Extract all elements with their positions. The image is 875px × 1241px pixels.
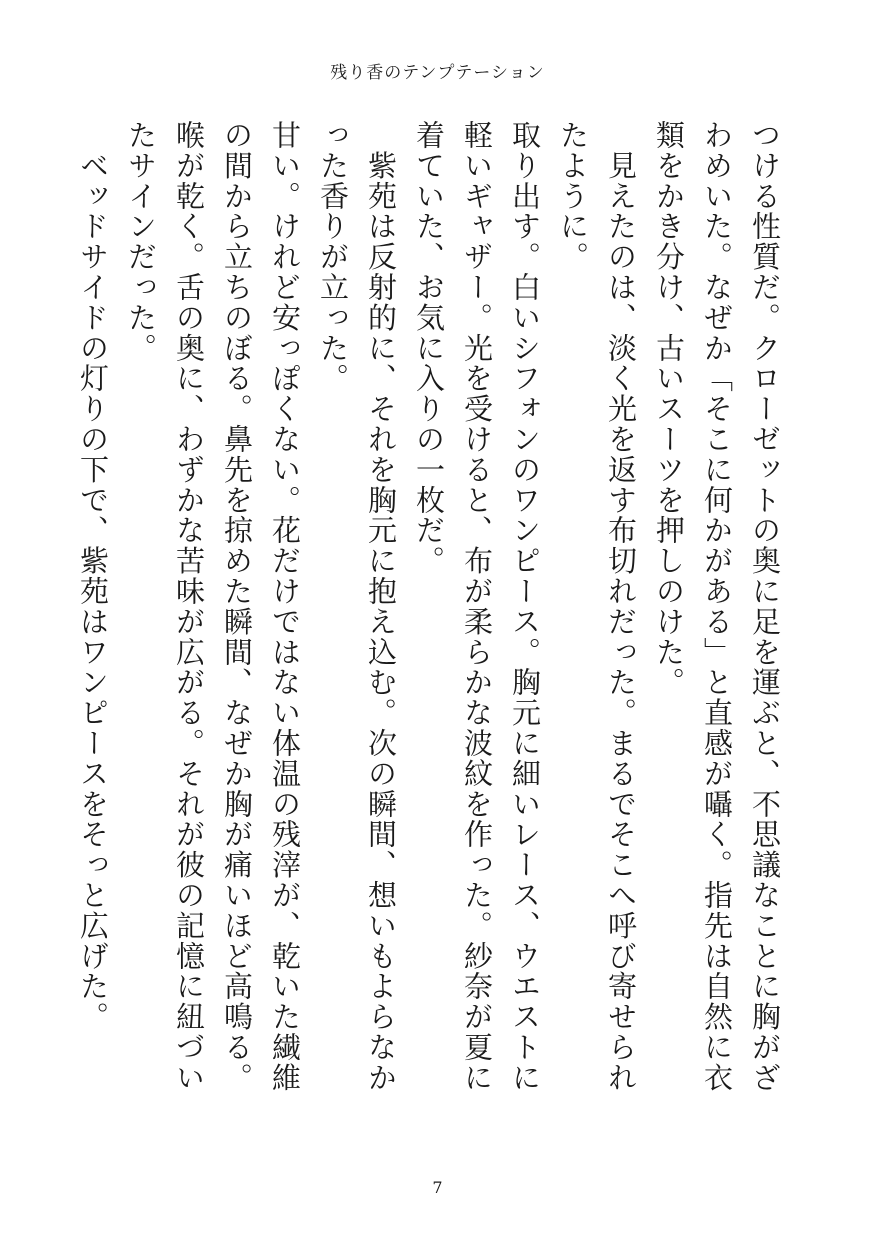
paragraph-2: 見えたのは、淡く光を返す布切れだった。まるでそこへ呼び寄せられたように。 <box>556 120 638 1093</box>
paragraph-1: つける性質だ。クローゼットの奥に足を運ぶと、不思議なことに胸がざわめいた。なぜか「そこに何かがある」と直感が囁く。指先は自然に衣類をかき分け、古いスーツを押しのけた。 <box>652 120 782 1093</box>
paragraph-4: 紫苑は反射的に、それを胸元に抱え込む。次の瞬間、想いもよらなかった香りが立った。 <box>316 120 398 1093</box>
paragraph-6: ベッドサイドの灯りの下で、紫苑はワンピースをそっと広げた。 <box>76 120 110 1032</box>
paragraph-5: 甘い。けれど安っぽくない。花だけではない体温の残滓が、乾いた繊維の間から立ちのぼる。鼻先を掠めた瞬間、なぜか胸が痛いほど高鳴る。喉が乾く。舌の奥に、わずかな苦味が広がる。それが彼の記憶に紐づいたサインだった。 <box>124 120 302 1093</box>
body-text <box>76 120 789 1120</box>
running-header: 残り香のテンプテーション <box>330 63 545 83</box>
page-number: 7 <box>432 1178 443 1197</box>
paragraph-3: 取り出す。白いシフォンのワンピース。胸元に細いレース、ウエストに軽いギャザー。光を受けると、布が柔らかな波紋を作った。紗奈が夏に着ていた、お気に入りの一枚だ。 <box>412 120 542 1093</box>
